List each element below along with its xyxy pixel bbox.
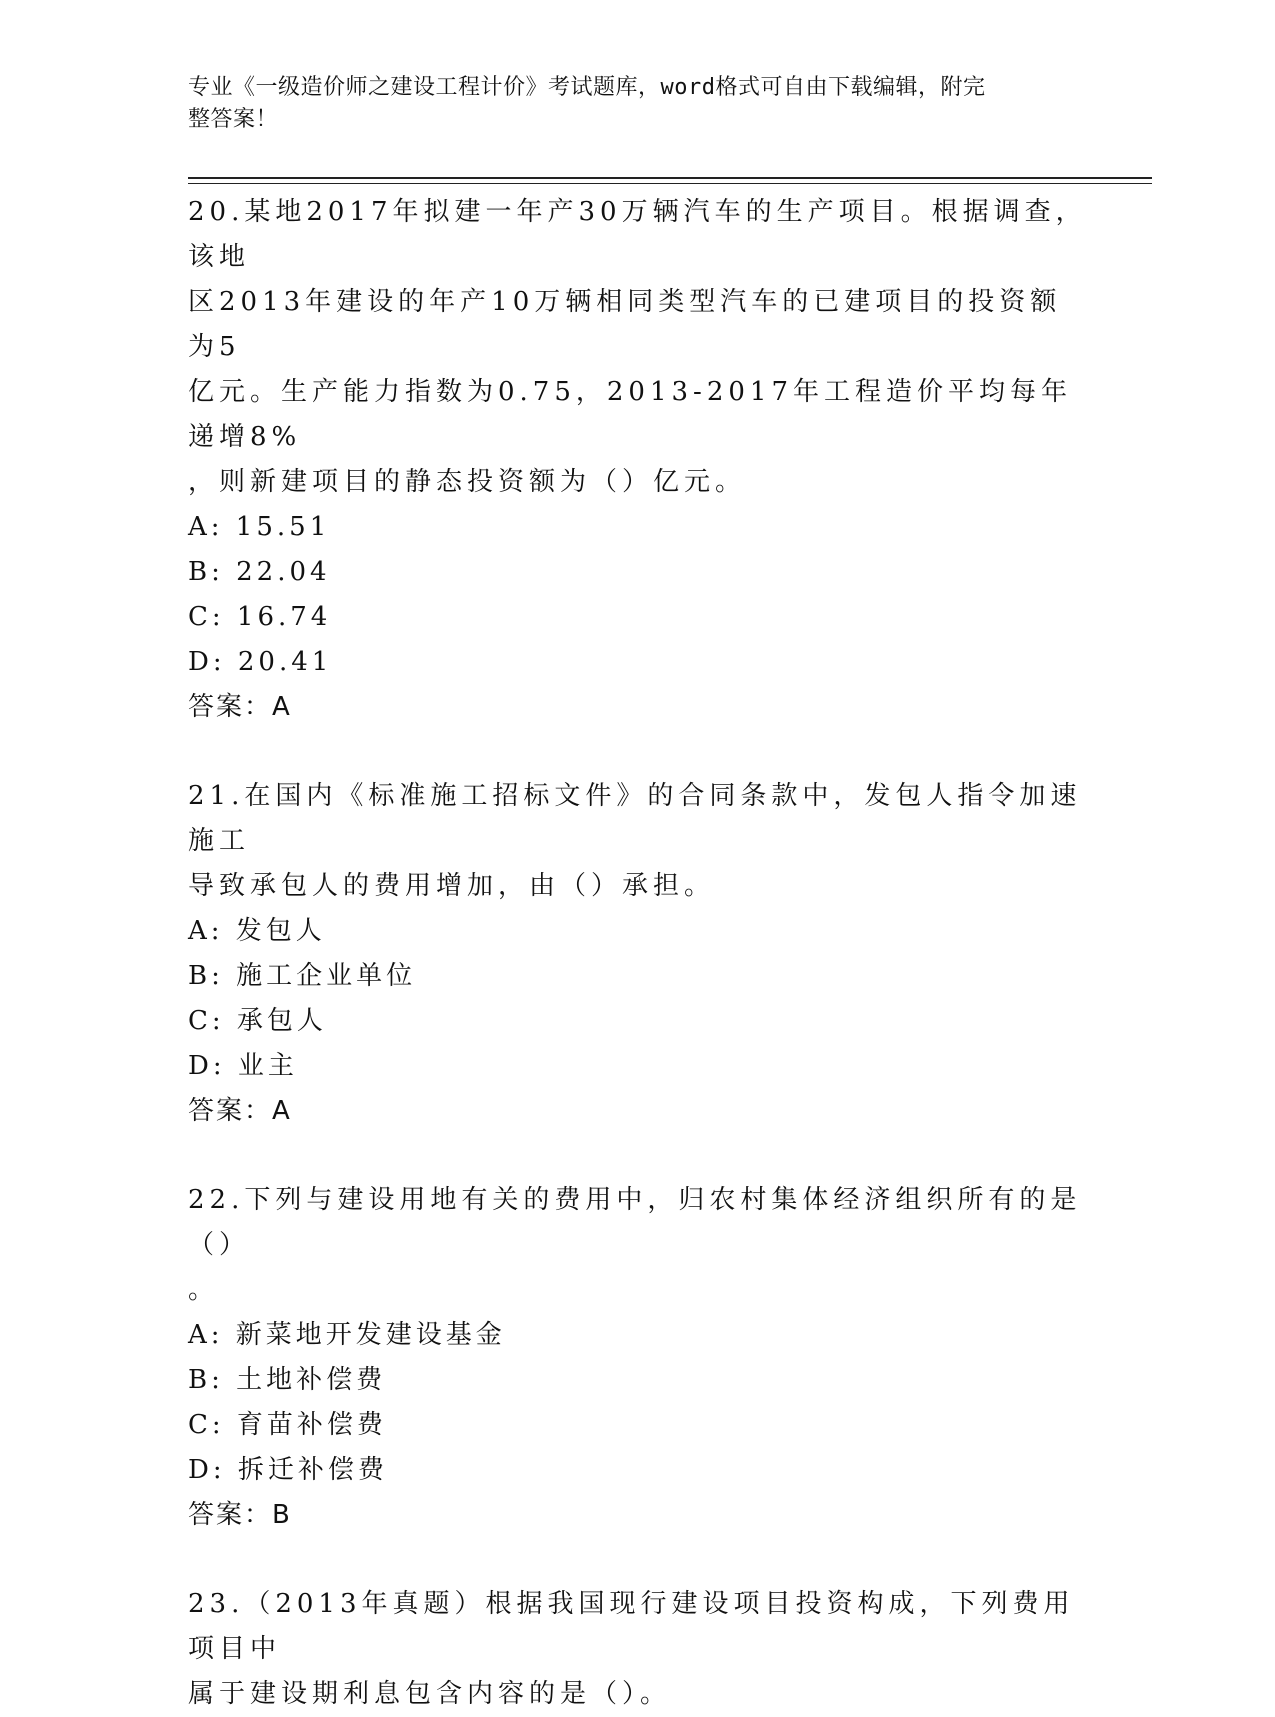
option-c: C: 16.74 (188, 602, 332, 632)
question-text-line: 区2013年建设的年产10万辆相同类型汽车的已建项目的投资额为5 (188, 287, 1062, 362)
option-c: C: 承包人 (188, 1006, 327, 1036)
question-22 (188, 1178, 1088, 1538)
question-text-line: 21.在国内《标准施工招标文件》的合同条款中，发包人指令加速施工 (188, 781, 1082, 856)
header-line-1: 专业《一级造价师之建设工程计价》考试题库，word格式可自由下载编辑，附完 (188, 75, 986, 100)
question-list (188, 190, 1088, 1717)
question-text-line: 22.下列与建设用地有关的费用中，归农村集体经济组织所有的是（） (188, 1185, 1082, 1260)
question-text-line: 20.某地2017年拟建一年产30万辆汽车的生产项目。根据调查，该地 (188, 197, 1087, 272)
option-c: C: 育苗补偿费 (188, 1410, 387, 1440)
option-d: D: 业主 (188, 1051, 298, 1081)
question-text-line: 属于建设期利息包含内容的是（）。 (188, 1679, 672, 1709)
question-text-line: 23.（2013年真题）根据我国现行建设项目投资构成，下列费用项目中 (188, 1589, 1075, 1664)
question-text-line: 导致承包人的费用增加，由（）承担。 (188, 871, 716, 901)
option-a: A: 新菜地开发建设基金 (188, 1320, 506, 1350)
header-divider-thick (188, 177, 1152, 179)
question-21 (188, 774, 1088, 1134)
option-b: B: 22.04 (188, 557, 331, 587)
question-20 (188, 190, 1088, 730)
option-b: B: 土地补偿费 (188, 1365, 387, 1395)
option-a: A: 发包人 (188, 916, 326, 946)
header-divider-thin (188, 183, 1152, 184)
option-a: A: 15.51 (188, 512, 331, 542)
document-header (188, 72, 1068, 136)
question-text-line: 。 (188, 1275, 220, 1305)
option-b: B: 施工企业单位 (188, 961, 417, 991)
question-text-line: ，则新建项目的静态投资额为（）亿元。 (188, 467, 747, 497)
answer: 答案：A (188, 1096, 292, 1126)
question-text-line: 亿元。生产能力指数为0.75，2013-2017年工程造价平均每年递增8% (188, 377, 1073, 452)
option-d: D: 拆迁补偿费 (188, 1455, 388, 1485)
answer: 答案：A (188, 692, 292, 722)
header-line-2: 整答案！ (188, 107, 279, 132)
option-d: D: 20.41 (188, 647, 333, 677)
answer: 答案：B (188, 1500, 292, 1530)
